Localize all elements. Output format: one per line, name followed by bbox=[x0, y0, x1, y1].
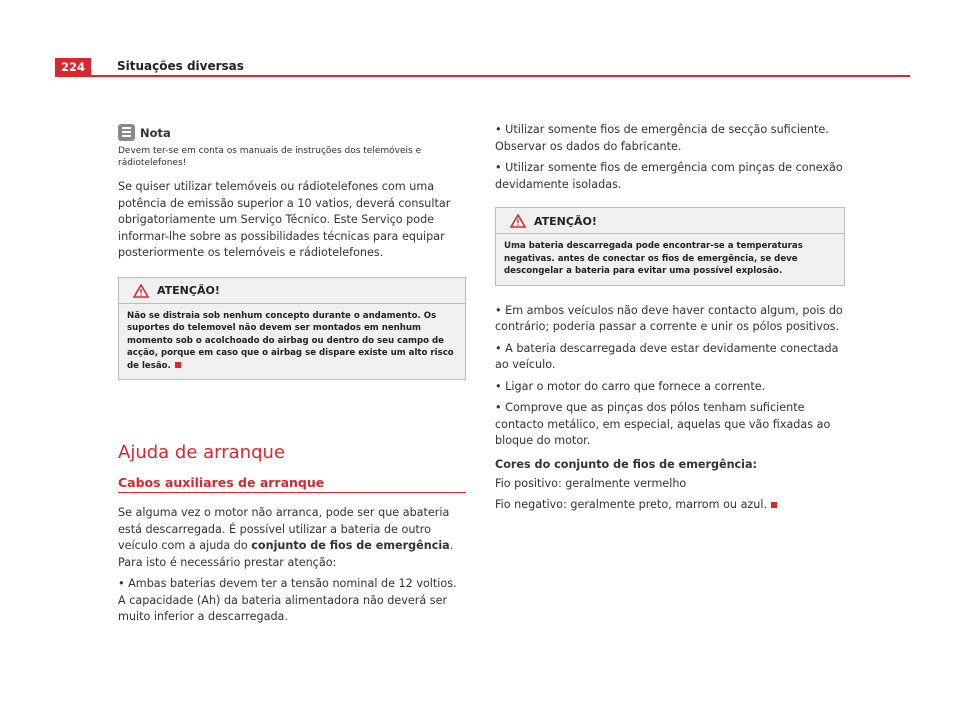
bullet-insulated-clamps: • Utilizar somente fios de emergência com pinças de conexão devidamente isoladas. bbox=[495, 161, 843, 191]
bullet-voltage: • Ambas baterias devem ter a tensão nominal de 12 voltios. A capacidade (Ah) da bateria alimentadora não deverá ser muito inferior a descarregada. bbox=[118, 577, 457, 623]
bullet-connected: • A bateria descarregada deve estar devidamente conectada ao veículo. bbox=[495, 341, 839, 371]
intro-text-a: Se alguma vez o motor não arranca, pode ser que abateria está descarregada. É possível utilizar a bateria de outro veículo com a ajuda do bbox=[118, 506, 450, 552]
warning-text bbox=[119, 304, 465, 380]
note-icon bbox=[118, 124, 135, 141]
warning-heading bbox=[119, 278, 465, 304]
end-mark-icon bbox=[175, 362, 181, 368]
warning-box-airbag bbox=[118, 277, 466, 381]
warning-box-battery bbox=[495, 207, 845, 286]
colors-heading: Cores do conjunto de fios de emergência: bbox=[495, 457, 758, 471]
warning-heading bbox=[496, 208, 844, 234]
header-rule bbox=[55, 75, 910, 77]
bullet-cable-section: • Utilizar somente fios de emergência de secção suficiente. Observar os dados do fabricante. bbox=[495, 123, 829, 153]
warning-title: ATENÇÃO! bbox=[534, 214, 597, 228]
subsection-heading: Cabos auxiliares de arranque bbox=[118, 475, 466, 493]
positive-cable: Fio positivo: geralmente vermelho bbox=[495, 476, 687, 490]
right-column bbox=[495, 122, 845, 514]
section-title: Situações diversas bbox=[117, 59, 244, 73]
bullet-clamp-contact: • Comprove que as pinças dos pólos tenham suficiente contacto metálico, em especial, aquelas que vão fixadas ao bloque do motor. bbox=[495, 401, 831, 447]
paragraph-phones: Se quiser utilizar telemóveis ou rádiotelefones com uma potência de emissão superior a 10 vatios, deverá consultar obrigatoriamente um Serviço Técnico. Este Serviço pode informar-lhe sobre as possibilidades técnicas para equipar posteriormente os telemóveis e rádiotelefones. bbox=[118, 180, 451, 259]
negative-cable-text: Fio negativo: geralmente preto, marrom ou azul. bbox=[495, 498, 768, 511]
bullet-no-contact: • Em ambos veículos não deve haver contacto algum, pois do contrário; poderia passar a corrente e unir os pólos positivos. bbox=[495, 303, 843, 333]
warning-title: ATENÇÃO! bbox=[157, 284, 220, 297]
page-header bbox=[55, 58, 910, 76]
section-heading: Ajuda de arranque bbox=[118, 442, 285, 463]
warning-triangle-icon bbox=[133, 284, 149, 298]
end-mark-icon bbox=[771, 502, 777, 508]
left-column bbox=[118, 124, 466, 626]
intro-text-bold: conjunto de fios de emergência bbox=[251, 539, 450, 552]
intro-text-b: . Para isto é necessário prestar atenção: bbox=[118, 539, 454, 569]
page-number: 224 bbox=[55, 58, 91, 76]
warning-triangle-icon bbox=[510, 214, 526, 228]
note-title: Nota bbox=[140, 125, 171, 140]
note-text: Devem ter-se em conta os manuais de instruções dos telemóveis e rádiotelefones! bbox=[118, 146, 422, 168]
note-heading bbox=[118, 124, 466, 141]
negative-cable bbox=[495, 497, 845, 514]
paragraph-intro bbox=[118, 505, 466, 571]
bullet-start-engine: • Ligar o motor do carro que fornece a corrente. bbox=[495, 379, 766, 393]
warning-text: Uma bateria descarregada pode encontrar-se a temperaturas negativas. antes de conectar os fios de emergência, se deve descongelar a bateria para evitar uma possível explosão. bbox=[504, 241, 803, 276]
warning-text-content: Não se distraia sob nenhum concepto durante o andamento. Os suportes do telemovel não devem ser montados em nenhum momento sob o acolchoado do airbag ou dentro do seu campo de acção, porque em caso que o airbag se dispare existe um alto risco de lesão. bbox=[127, 310, 454, 371]
